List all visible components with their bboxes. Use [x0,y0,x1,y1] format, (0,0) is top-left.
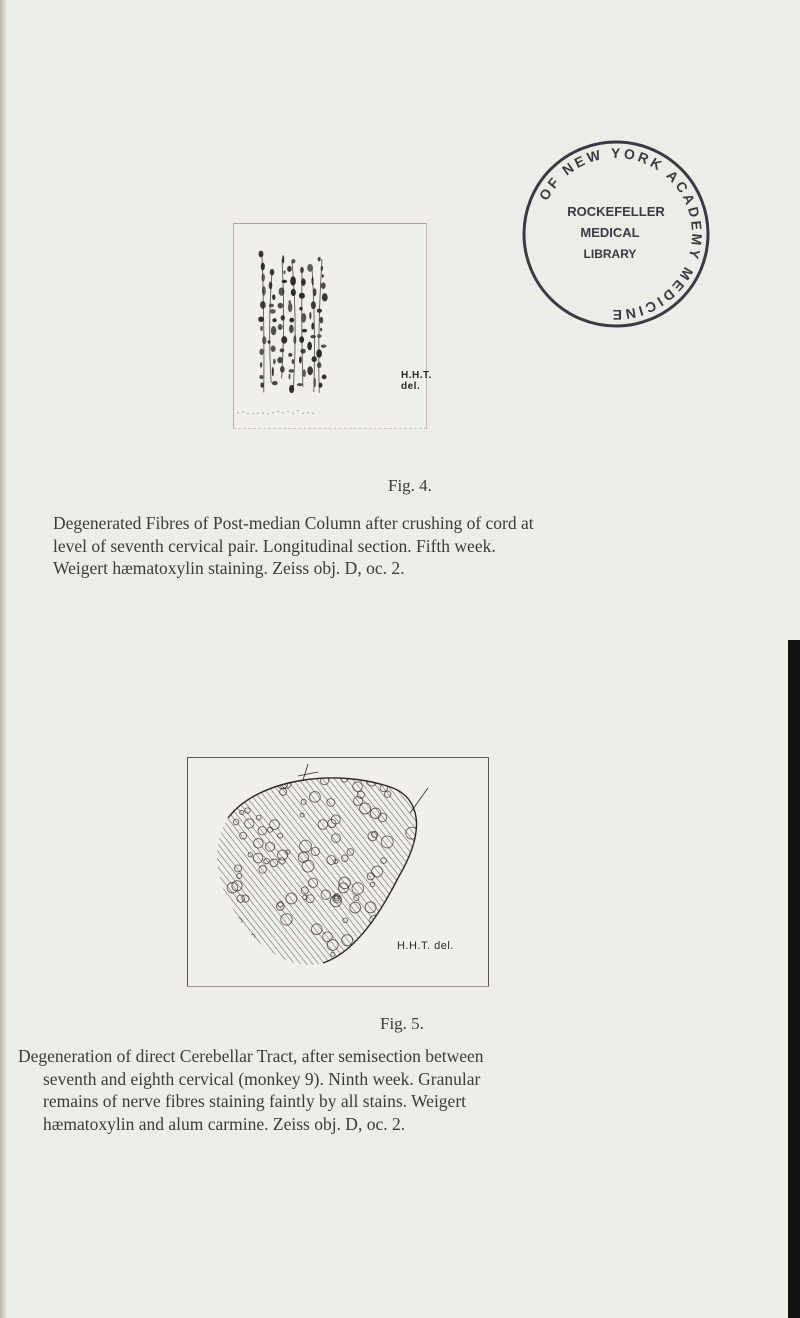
fibre-cross-section [395,918,407,930]
hatch-line [510,758,690,986]
fibre-cross-section [381,858,387,864]
fibre-stroke [302,270,303,387]
degeneration-granule [297,383,303,386]
fibre-cross-section [365,902,376,913]
hatch-line [36,758,216,986]
hatch-line [0,758,180,986]
degeneration-granule [272,318,276,322]
hatch-line [72,758,252,986]
hatch-line [48,758,228,986]
hatch-line [456,758,636,986]
figure-4-caption [53,512,623,580]
hatch-line [516,758,696,986]
degeneration-granule [259,375,263,379]
degeneration-granule [272,367,274,376]
figure-5-label: Fig. 5. [380,1014,424,1033]
stipple-dot [262,412,264,414]
degeneration-granule [278,303,284,309]
hatch-line [534,758,714,986]
degeneration-granule [278,324,283,330]
hatch-line [540,758,720,986]
hatch-line [558,758,738,986]
fibre-cross-section [302,860,314,872]
fibre-cross-section [233,819,239,825]
stipple-dot [282,412,284,414]
degeneration-granule [300,267,304,273]
fibre-cross-section [226,799,231,804]
degeneration-granule [283,270,285,274]
hatch-line [576,758,756,986]
fibre-cross-section [253,853,263,863]
degeneration-granule [300,349,305,354]
hatch-line [30,758,210,986]
figure-4-signature: H.H.T. del. [401,370,432,392]
degeneration-granule [269,304,274,308]
stipple-dot [257,412,259,414]
hatch-line [492,758,672,986]
degeneration-granule [282,255,284,263]
hatch-line [570,758,750,986]
degeneration-granule [321,282,326,289]
fibre-cross-section [251,934,255,938]
figure-4-plate [233,223,432,429]
degeneration-granule [290,276,296,285]
fibre-cross-section [308,878,317,887]
degeneration-granule [287,266,292,272]
fibre-cross-section [286,893,297,904]
degeneration-granule [288,369,294,373]
fibre-cross-section [270,859,277,866]
stipple-dot [247,413,249,415]
hatch-line [24,758,204,986]
fibre-cross-section [412,865,418,871]
degeneration-granule [288,353,292,357]
hatch-line [438,758,618,986]
stamp-line-3: LIBRARY [583,247,637,261]
fibre-cross-section [321,890,331,900]
fibre-cross-section [254,839,264,849]
degeneration-granule [316,349,322,358]
degeneration-granule [262,336,266,344]
hatch-line [366,758,546,986]
hatch-line [444,758,624,986]
fibre-cross-section [382,960,391,969]
hatch-line [42,758,222,986]
fibre-cross-section [372,866,383,877]
degeneration-granule [321,266,324,271]
degeneration-granule [322,274,324,278]
degeneration-granule [291,259,295,263]
degeneration-granule [289,325,294,333]
hatch-line [486,758,666,986]
degeneration-granule [270,309,276,314]
degeneration-granule [299,356,302,363]
fibre-cross-section [264,858,270,864]
hatch-line [468,758,648,986]
degeneration-granule [280,348,285,352]
degeneration-granule [272,294,275,300]
hatch-line [90,758,270,986]
degeneration-granule [260,382,264,387]
degeneration-granule [277,357,283,363]
fibre-cross-section [342,935,353,946]
hatch-line [432,758,612,986]
fibre-cross-section [353,782,363,792]
degeneration-granule [311,322,314,329]
fibre-cross-section [232,794,238,800]
fibre-cross-section [235,918,242,925]
fibre-stroke [319,259,322,393]
hatch-line [102,758,282,986]
stipple-dot [237,412,239,414]
stipple-dot [277,410,279,412]
degeneration-granule [289,385,294,393]
degeneration-granule [322,375,327,380]
degeneration-granule [261,263,265,271]
degeneration-granule [299,293,305,299]
hatch-line [450,758,630,986]
degeneration-granule [258,316,264,322]
hatch-line [522,758,702,986]
figure-4-illustration [234,224,426,428]
degeneration-granule [313,288,316,296]
degeneration-granule [307,366,313,375]
degeneration-granule [321,345,326,348]
stipple-dot [252,412,254,414]
hatch-line [78,758,258,986]
stipple-dot [302,413,304,415]
hatch-line [96,758,276,986]
degeneration-granule [291,289,296,296]
degeneration-granule [301,313,306,323]
degeneration-granule [319,317,323,324]
fibre-cross-section [395,954,403,962]
fibre-cross-section [360,803,371,814]
degeneration-granule [320,328,322,332]
tract-section [0,758,762,986]
fibre-cross-section [311,924,322,935]
hatch-line [12,758,192,986]
figure-4-caption-line: level of seventh cervical pair. Longitudinal section. Fifth week. [53,535,496,556]
figure-5-plate [187,757,489,987]
stipple-dot [292,413,294,415]
stipple-dot [312,412,314,414]
library-stamp [520,138,712,330]
fibre-cross-section [396,909,407,920]
figure-5-signature: H.H.T. del. [397,940,454,952]
degeneration-granule [271,346,276,352]
fibre-cross-section [386,944,396,954]
hatch-line [474,758,654,986]
stamp-outer-text: OF NEW YORK ACADEMY MEDICINE [535,144,706,324]
degeneration-granule [270,269,275,276]
fibre-cross-section [367,873,374,880]
degeneration-granule [317,309,322,313]
stipple-dot [297,410,299,412]
hatch-line [480,758,660,986]
fibre-cross-section [245,819,254,828]
degeneration-granule [309,312,311,319]
stipple-dot [267,413,269,415]
degeneration-granule [262,286,266,295]
degeneration-granule [317,334,322,338]
degeneration-granule [260,301,266,309]
fibre-cross-section [268,827,273,832]
degeneration-granule [271,326,277,335]
degeneration-granule [322,293,328,301]
degeneration-granule [311,301,316,309]
hatch-line [498,758,678,986]
degeneration-granule [272,381,278,385]
figure-4-label: Fig. 4. [388,476,432,495]
fibre-cross-section [400,963,409,972]
hatch-line [0,758,174,986]
figure-4-caption-line: Weigert hæmatoxylin staining. Zeiss obj. D, oc. 2. [53,558,405,578]
degeneration-granule [317,362,322,368]
pointer-mark [410,788,428,813]
degeneration-granule [281,336,287,343]
degeneration-granule [302,329,307,333]
fibre-cross-section [364,943,373,952]
tract-outline [228,778,417,963]
hatch-line [54,758,234,986]
degeneration-granule [261,274,264,282]
fibre-cross-section [259,866,267,874]
fibre-cross-section [366,953,372,959]
hatch-line [552,758,732,986]
degeneration-granule [310,335,316,338]
degeneration-granule [259,251,264,258]
degeneration-granule [292,359,294,364]
degeneration-granule [282,280,288,283]
stipple-dot [272,412,274,414]
figure-5-caption-line: remains of nerve fibres staining faintly by all stains. Weigert [43,1091,467,1111]
degeneration-granule [260,362,262,368]
fibre-cross-section [386,946,397,957]
degeneration-granule [280,366,285,373]
figure-4-caption-line: Degenerated Fibres of Post-median Column after crushing of cord at [53,513,534,533]
fibre-cross-section [258,827,266,835]
figure-5-caption-line: seventh and eighth cervical (monkey 9). Ninth week. Granular [43,1068,481,1089]
fibre-cross-section [370,882,374,886]
hatch-line [528,758,708,986]
degeneration-granule [289,374,291,380]
degeneration-granule [299,307,302,311]
page-edge-left [0,0,6,1318]
degeneration-granule [289,318,294,323]
page-edge-right [788,640,800,1318]
hatch-line [564,758,744,986]
fibre-cross-section [278,833,283,838]
hatch-line [60,758,240,986]
degeneration-granule [281,315,285,320]
fibre-cross-section [235,865,242,872]
hatch-line [66,758,246,986]
hatch-line [6,758,186,986]
degeneration-granule [318,257,321,261]
degeneration-granule [307,264,313,272]
degeneration-granule [269,281,273,289]
degeneration-granule [299,336,304,343]
degeneration-granule [307,342,312,351]
fibre-cross-section [301,799,306,804]
figure-5-caption [18,1045,638,1135]
stipple-dot [287,410,289,412]
hatch-line [582,758,762,986]
degeneration-granule [319,383,323,388]
degeneration-granule [260,326,263,331]
hatch-line [504,758,684,986]
hatch-line [18,758,198,986]
fibre-cross-section [306,895,314,903]
degeneration-granule [312,277,314,286]
stipple-dot [307,412,309,414]
stipple-dot [242,411,244,413]
fibre-cross-section [376,777,381,782]
degeneration-granule [268,340,271,344]
degeneration-granule [301,278,306,285]
fibre-cross-section [405,901,413,909]
degeneration-granule [293,335,296,344]
stamp-line-1: ROCKEFELLER [567,204,665,219]
degeneration-granule [279,287,285,295]
degeneration-granule [259,349,263,356]
degeneration-granule [312,356,317,362]
fibre-cross-section [327,940,338,951]
degeneration-granule [303,369,306,377]
fibre-cross-section [311,847,319,855]
hatch-line [546,758,726,986]
fibre-cross-section [384,791,390,797]
degeneration-granule [288,303,292,313]
pointer-mark [298,764,318,780]
hatch-line [0,758,168,986]
stamp-line-2: MEDICAL [580,225,640,240]
hatch-line [462,758,642,986]
figure-5-caption-line: hæmatoxylin and alum carmine. Zeiss obj. D, oc. 2. [43,1113,406,1134]
figure-5-caption-line: Degeneration of direct Cerebellar Tract, after semisection between [18,1046,484,1066]
fibre-cross-section [331,952,335,956]
degeneration-granule [313,378,316,388]
degeneration-granule [273,359,276,365]
